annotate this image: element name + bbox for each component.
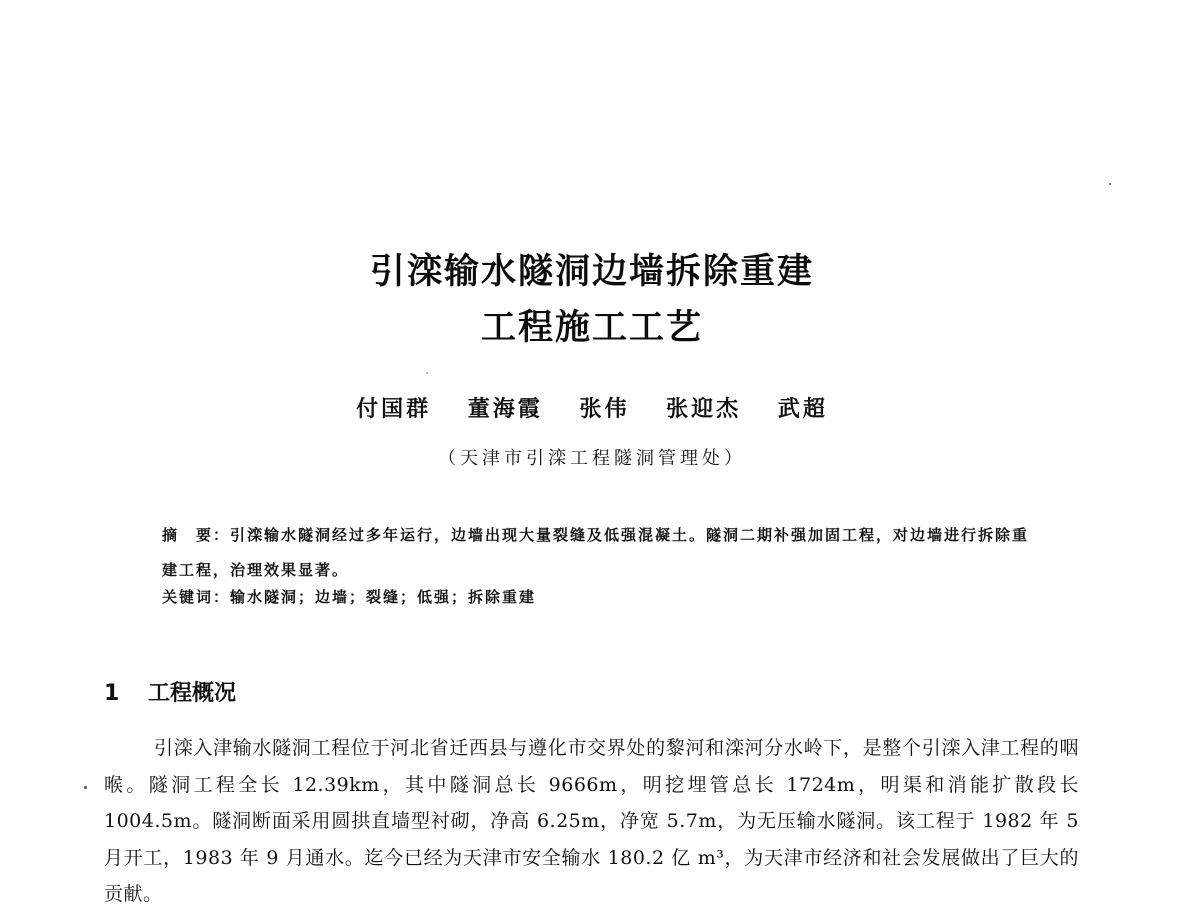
section-title: 工程概况 <box>148 681 237 706</box>
author: 付国群 <box>356 396 432 422</box>
abstract-label: 摘 要： <box>162 526 231 544</box>
scan-speck <box>1109 183 1111 185</box>
title-line-1: 引滦输水隧洞边墙拆除重建 <box>369 252 814 292</box>
keywords-text: 输水隧洞；边墙；裂缝；低强；拆除重建 <box>230 588 537 606</box>
section-heading <box>104 676 236 707</box>
scan-speck <box>84 786 87 789</box>
scan-speck <box>426 372 428 374</box>
keywords <box>162 586 536 607</box>
keywords-label: 关键词： <box>162 588 231 606</box>
section-number: 1 <box>104 681 120 706</box>
affiliation: （天津市引滦工程隧洞管理处） <box>438 448 746 469</box>
author: 武超 <box>777 396 828 422</box>
author: 张伟 <box>579 396 630 422</box>
title-line-2: 工程施工工艺 <box>480 308 703 348</box>
author: 张迎杰 <box>666 396 742 422</box>
author-list <box>0 392 1184 423</box>
abstract <box>162 518 1042 588</box>
author: 董海霞 <box>467 396 543 422</box>
abstract-text: 引滦输水隧洞经过多年运行，边墙出现大量裂缝及低强混凝土。隧洞二期补强加固工程，对边墙进行拆除重建工程，治理效果显著。 <box>162 526 1030 579</box>
body-paragraph: 引滦入津输水隧洞工程位于河北省迁西县与遵化市交界处的黎河和滦河分水岭下，是整个引滦入津工程的咽喉。隧洞工程全长 12.39km，其中隧洞总长 9666m，明挖埋管总长 1724m，明渠和消能扩散段长 1004.5m。隧洞断面采用圆拱直墙型衬砌，净高 6.25m，净宽 5.7m，为无压输水隧洞。该工程于 1982 年 5 月开工，1983 年 9 月通水。迄今已经为天津市安全输水 180.2 亿 m³，为天津市经济和社会发展做出了巨大的贡献。 <box>104 737 1079 905</box>
